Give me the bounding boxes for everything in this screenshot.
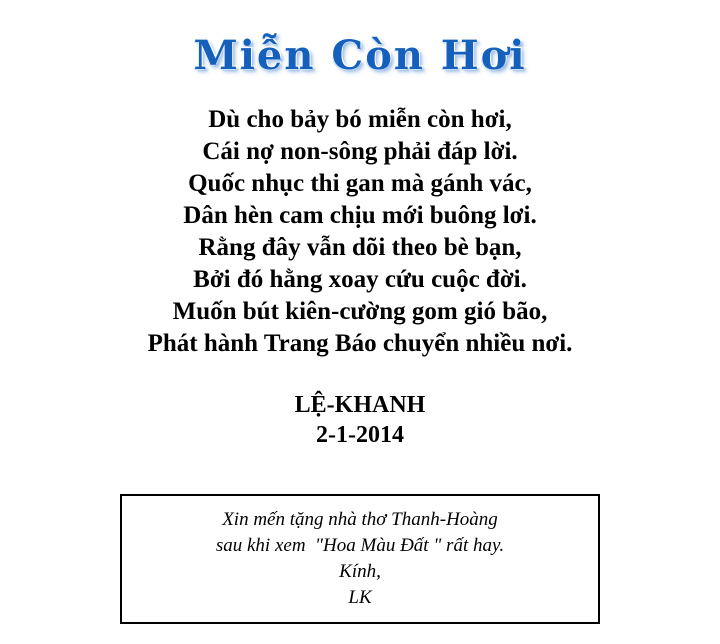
page-title: Miễn Còn Hơi: [193, 32, 527, 79]
dedication-line: LK: [348, 587, 372, 608]
poem-line: Dân hèn cam chịu mới buông lơi.: [183, 202, 537, 229]
dedication-line: Kính,: [339, 561, 381, 582]
poem-line: Bởi đó hằng xoay cứu cuộc đời.: [193, 266, 527, 293]
poem-line: Muốn bút kiên-cường gom gió bão,: [172, 298, 548, 325]
poem-line: Phát hành Trang Báo chuyển nhiều nơi.: [147, 330, 573, 357]
author-name: LỆ-KHANH: [294, 392, 426, 418]
poem-body: [0, 104, 720, 360]
poem-line: Rằng đây vẫn dõi theo bè bạn,: [198, 234, 522, 261]
poem-line: Cái nợ non-sông phải đáp lời.: [202, 138, 518, 165]
compose-date: 2-1-2014: [316, 422, 404, 448]
poem-line: Dù cho bảy bó miễn còn hơi,: [208, 106, 512, 133]
dedication-line: Xin mến tặng nhà thơ Thanh-Hoàng: [222, 509, 498, 530]
dedication-box: [120, 494, 600, 624]
dedication-line: sau khi xem "Hoa Màu Đất " rất hay.: [215, 535, 505, 556]
signature-block: [0, 390, 720, 450]
title-container: [0, 0, 720, 78]
poem-line: Quốc nhục thi gan mà gánh vác,: [188, 170, 532, 197]
